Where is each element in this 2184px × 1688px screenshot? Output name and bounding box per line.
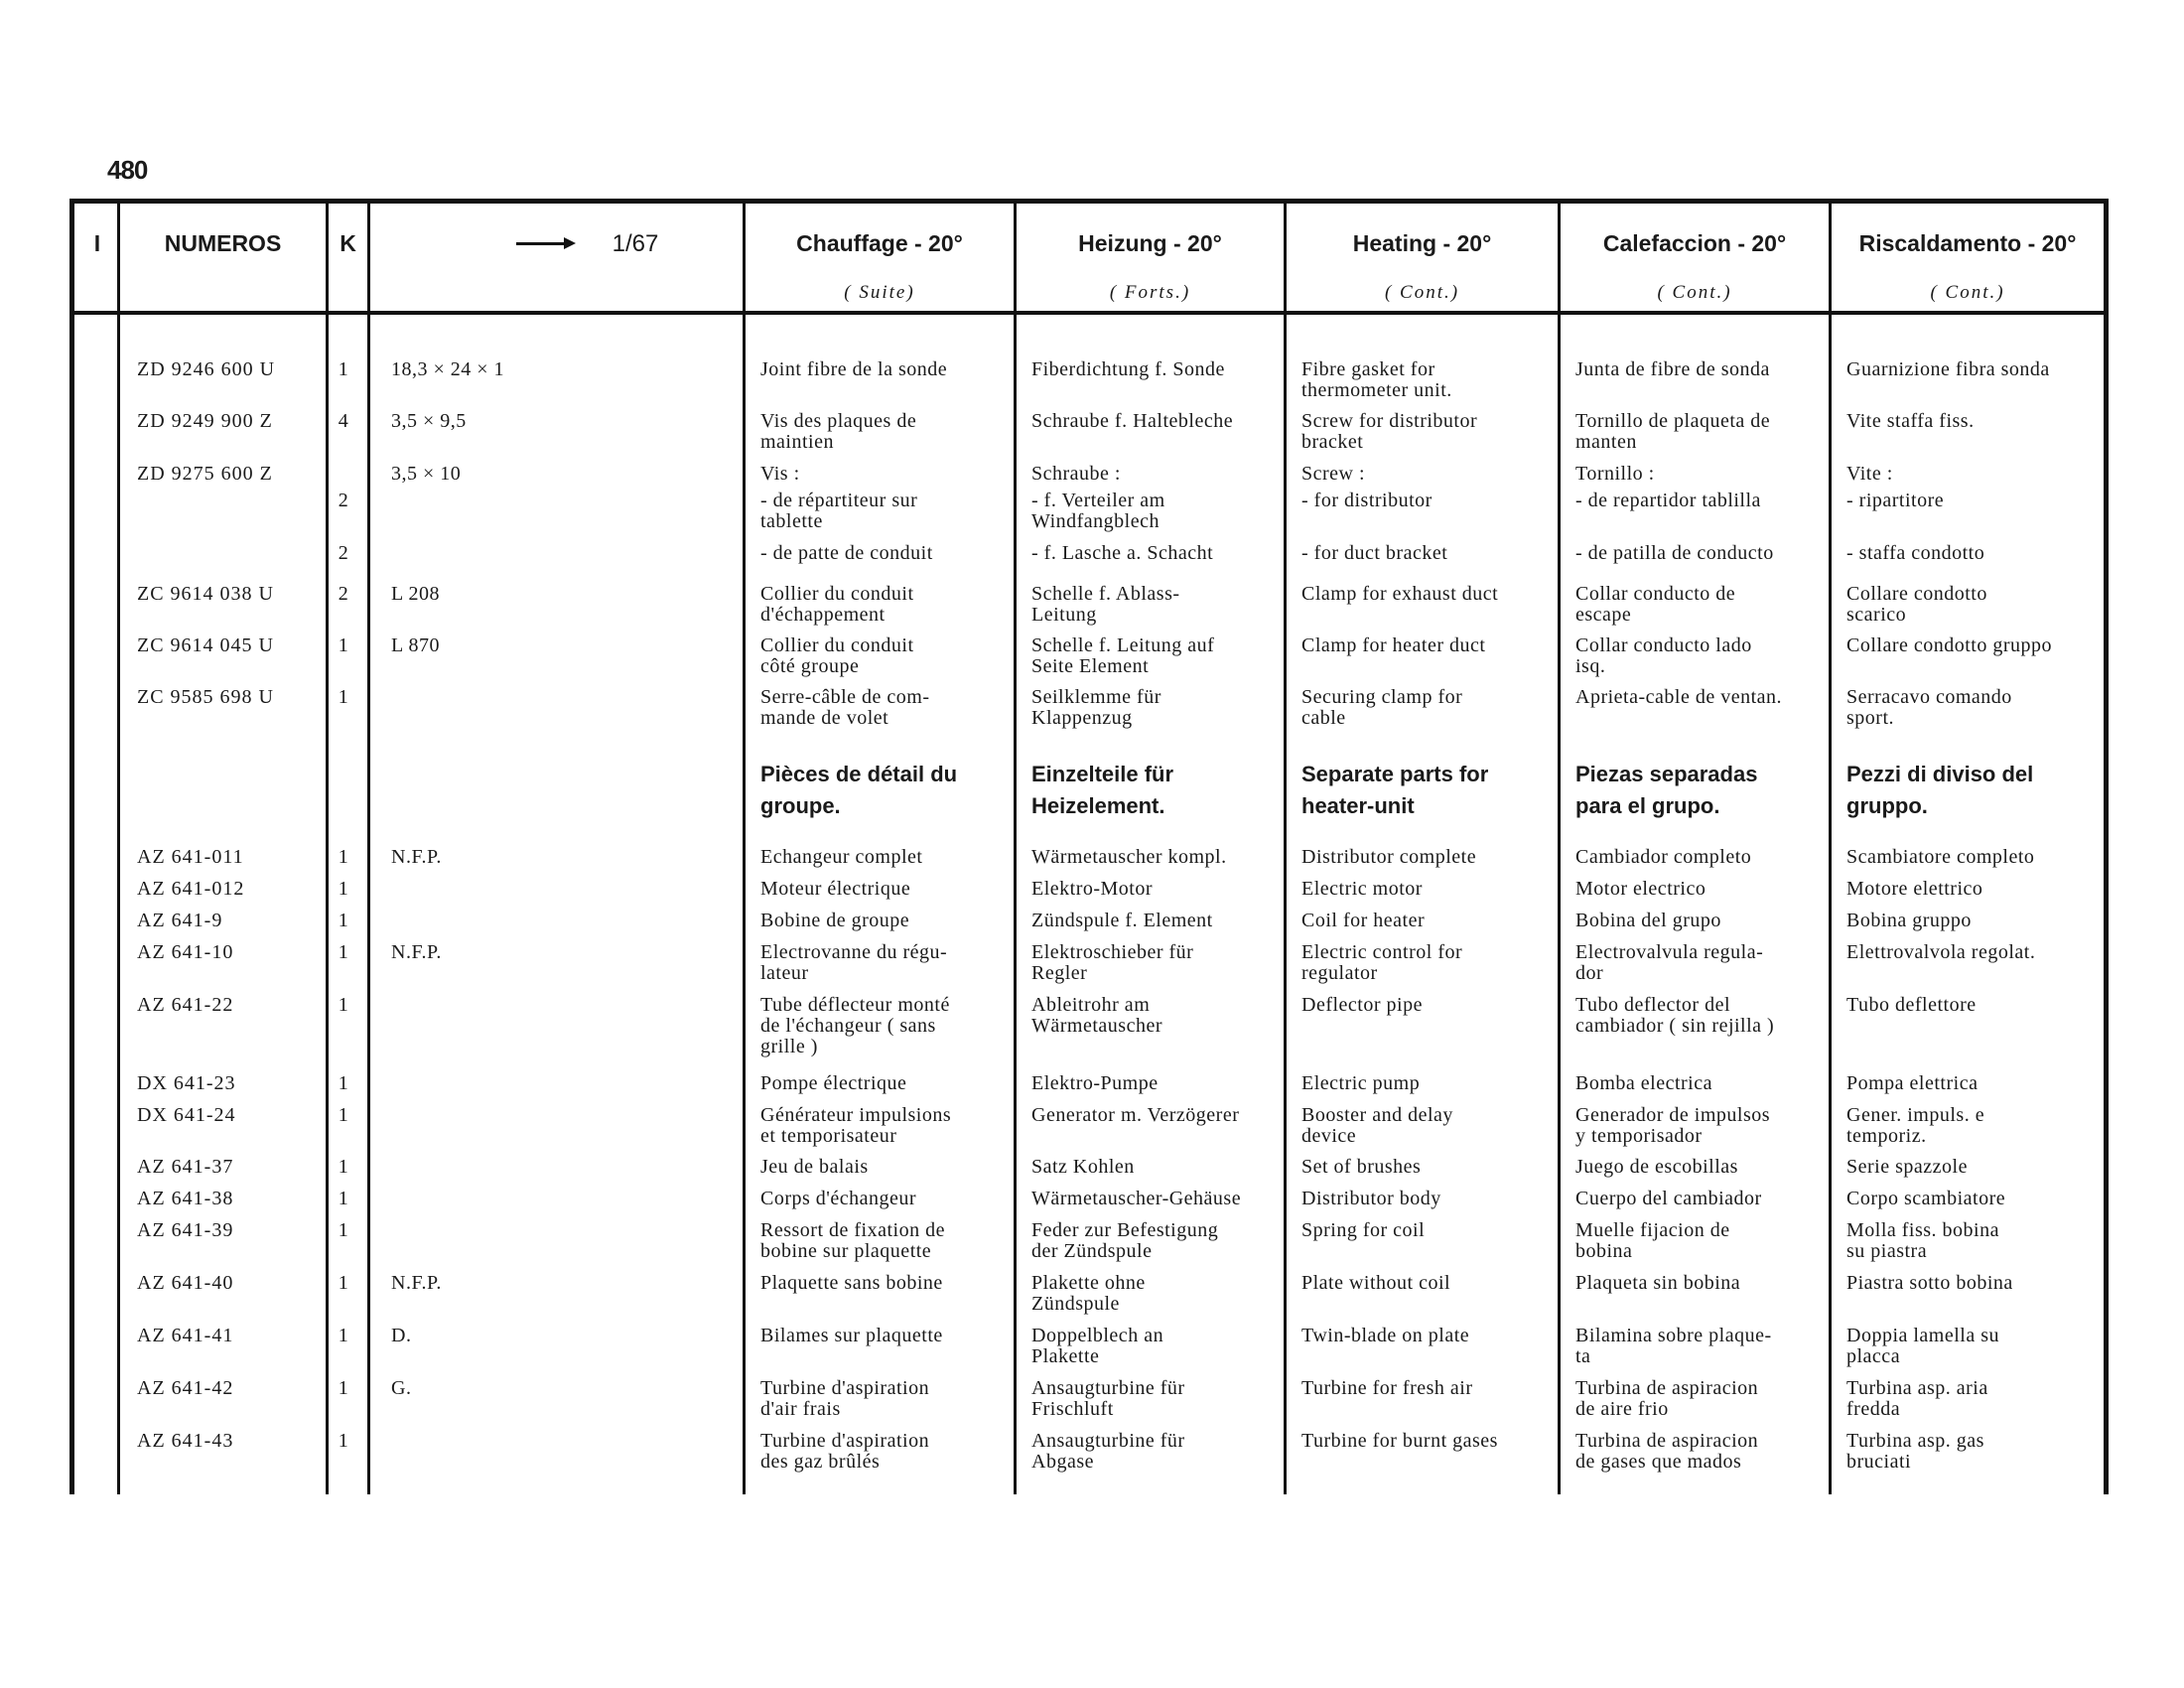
desc-es: Tornillo de plaqueta de manten — [1575, 410, 1771, 453]
desc-it: Piastra sotto bobina — [1846, 1272, 2013, 1294]
header-col-i: I — [93, 230, 101, 256]
desc-en: Turbine for burnt gases — [1301, 1430, 1498, 1452]
part-number: ZC 9614 045 U — [137, 634, 274, 656]
dimension: L 208 — [391, 583, 440, 605]
desc-en: Turbine for fresh air — [1301, 1377, 1473, 1399]
quantity: 1 — [338, 1430, 349, 1452]
part-number: ZC 9614 038 U — [137, 583, 274, 605]
desc-de: - f. Lasche a. Schacht — [1031, 542, 1214, 564]
desc-es: Turbina de aspiracion de gases que mados — [1575, 1430, 1759, 1473]
header-lang-fr: Chauffage - 20° — [796, 230, 963, 256]
section-title-fr: Pièces de détail du groupe. — [760, 762, 958, 818]
quantity: 1 — [338, 1219, 349, 1241]
desc-es: - de repartidor tablilla — [1575, 490, 1761, 511]
desc-it: Collare condotto gruppo — [1846, 634, 2053, 656]
part-number: AZ 641-012 — [137, 878, 245, 900]
desc-es: Tubo deflector del cambiador ( sin rejilla ) — [1575, 994, 1775, 1037]
desc-de: Ansaugturbine für Abgase — [1031, 1430, 1185, 1473]
desc-fr: Plaquette sans bobine — [760, 1272, 943, 1294]
desc-es: Collar conducto lado isq. — [1575, 634, 1752, 677]
column-divider — [117, 199, 120, 1494]
part-number: DX 641-23 — [137, 1072, 236, 1094]
desc-fr: Corps d'échangeur — [760, 1188, 917, 1209]
desc-fr: Turbine d'aspiration d'air frais — [760, 1377, 930, 1420]
column-divider — [1829, 199, 1832, 1494]
header-col-numeros: NUMEROS — [164, 230, 282, 256]
desc-en: Spring for coil — [1301, 1219, 1426, 1241]
desc-en: Plate without coil — [1301, 1272, 1451, 1294]
desc-de: Schelle f. Leitung auf Seite Element — [1031, 634, 1215, 677]
desc-es: Motor electrico — [1575, 878, 1706, 900]
part-number: AZ 641-43 — [137, 1430, 234, 1452]
desc-fr: Moteur électrique — [760, 878, 911, 900]
part-number: AZ 641-42 — [137, 1377, 234, 1399]
part-number: ZC 9585 698 U — [137, 686, 274, 708]
header-col-k: K — [340, 230, 356, 256]
desc-de: Elektro-Motor — [1031, 878, 1154, 900]
part-number: ZD 9275 600 Z — [137, 463, 273, 485]
desc-it: Vite : — [1846, 463, 1893, 485]
desc-fr: - de répartiteur sur tablette — [760, 490, 918, 532]
header-divider — [69, 311, 2109, 315]
desc-de: Seilklemme für Klappenzug — [1031, 686, 1161, 729]
desc-en: Clamp for heater duct — [1301, 634, 1486, 656]
desc-fr: Bilames sur plaquette — [760, 1325, 943, 1346]
desc-fr: Turbine d'aspiration des gaz brûlés — [760, 1430, 930, 1473]
quantity: 1 — [338, 1188, 349, 1209]
desc-en: Fibre gasket for thermometer unit. — [1301, 358, 1452, 401]
quantity: 2 — [338, 490, 349, 511]
page-number: 480 — [107, 155, 148, 185]
quantity: 1 — [338, 686, 349, 708]
desc-it: Turbina asp. gas bruciati — [1846, 1430, 1984, 1473]
dimension: G. — [391, 1377, 412, 1399]
desc-de: Wärmetauscher kompl. — [1031, 846, 1227, 868]
desc-it: Vite staffa fiss. — [1846, 410, 1975, 432]
header-sub-fr: ( Suite) — [844, 282, 915, 303]
desc-it: Motore elettrico — [1846, 878, 1983, 900]
desc-es: Turbina de aspiracion de aire frio — [1575, 1377, 1759, 1420]
part-number: AZ 641-41 — [137, 1325, 234, 1346]
desc-fr: Vis des plaques de maintien — [760, 410, 917, 453]
quantity: 1 — [338, 846, 349, 868]
dimension: 3,5 × 9,5 — [391, 410, 467, 432]
dimension: 3,5 × 10 — [391, 463, 462, 485]
section-title-en: Separate parts for heater-unit — [1301, 762, 1489, 818]
dimension: D. — [391, 1325, 412, 1346]
desc-fr: Collier du conduit d'échappement — [760, 583, 914, 626]
desc-it: Turbina asp. aria fredda — [1846, 1377, 1988, 1420]
desc-es: Bomba electrica — [1575, 1072, 1712, 1094]
header-lang-en: Heating - 20° — [1352, 230, 1492, 256]
desc-it: - staffa condotto — [1846, 542, 1985, 564]
desc-fr: Bobine de groupe — [760, 910, 910, 931]
desc-fr: Collier du conduit côté groupe — [760, 634, 914, 677]
part-number: DX 641-24 — [137, 1104, 236, 1126]
desc-es: Generador de impulsos y temporisador — [1575, 1104, 1771, 1147]
part-number: AZ 641-10 — [137, 941, 234, 963]
dimension: 18,3 × 24 × 1 — [391, 358, 505, 380]
desc-fr: - de patte de conduit — [760, 542, 933, 564]
quantity: 1 — [338, 878, 349, 900]
desc-it: Tubo deflettore — [1846, 994, 1977, 1016]
part-number: AZ 641-37 — [137, 1156, 234, 1178]
quantity: 1 — [338, 994, 349, 1016]
table-right-border — [2104, 199, 2109, 1494]
desc-it: - ripartitore — [1846, 490, 1945, 511]
desc-fr: Pompe électrique — [760, 1072, 907, 1094]
header-sub-it: ( Cont.) — [1930, 282, 2005, 303]
dimension: N.F.P. — [391, 846, 442, 868]
desc-fr: Vis : — [760, 463, 800, 485]
desc-it: Serracavo comando sport. — [1846, 686, 2012, 729]
desc-en: Screw : — [1301, 463, 1366, 485]
desc-es: Cambiador completo — [1575, 846, 1752, 868]
quantity: 1 — [338, 634, 349, 656]
desc-fr: Electrovanne du régu- lateur — [760, 941, 948, 984]
desc-fr: Générateur impulsions et temporisateur — [760, 1104, 952, 1147]
column-divider — [1284, 199, 1287, 1494]
desc-de: Fiberdichtung f. Sonde — [1031, 358, 1225, 380]
desc-fr: Jeu de balais — [760, 1156, 869, 1178]
desc-en: Coil for heater — [1301, 910, 1426, 931]
column-divider — [326, 199, 329, 1494]
desc-de: Feder zur Befestigung der Zündspule — [1031, 1219, 1219, 1262]
desc-it: Pompa elettrica — [1846, 1072, 1979, 1094]
quantity: 1 — [338, 1104, 349, 1126]
desc-de: Elektro-Pumpe — [1031, 1072, 1159, 1094]
quantity: 1 — [338, 1272, 349, 1294]
header-lang-it: Riscaldamento - 20° — [1858, 230, 2077, 256]
desc-de: Schelle f. Ablass- Leitung — [1031, 583, 1180, 626]
desc-it: Doppia lamella su placca — [1846, 1325, 2000, 1367]
desc-en: Electric pump — [1301, 1072, 1421, 1094]
desc-de: Satz Kohlen — [1031, 1156, 1135, 1178]
desc-es: Plaqueta sin bobina — [1575, 1272, 1741, 1294]
part-number: AZ 641-38 — [137, 1188, 234, 1209]
desc-it: Collare condotto scarico — [1846, 583, 1987, 626]
desc-it: Bobina gruppo — [1846, 910, 1972, 931]
desc-en: Distributor body — [1301, 1188, 1441, 1209]
desc-es: - de patilla de conducto — [1575, 542, 1774, 564]
desc-de: Zündspule f. Element — [1031, 910, 1213, 931]
header-sub-de: ( Forts.) — [1109, 282, 1191, 303]
desc-it: Guarnizione fibra sonda — [1846, 358, 2050, 380]
desc-fr: Ressort de fixation de bobine sur plaquette — [760, 1219, 945, 1262]
quantity: 1 — [338, 1156, 349, 1178]
column-divider — [743, 199, 746, 1494]
desc-de: Ansaugturbine für Frischluft — [1031, 1377, 1185, 1420]
desc-es: Juego de escobillas — [1575, 1156, 1738, 1178]
quantity: 1 — [338, 358, 349, 380]
quantity: 4 — [338, 410, 349, 432]
desc-it: Gener. impuls. e temporiz. — [1846, 1104, 1985, 1147]
header-sub-en: ( Cont.) — [1384, 282, 1460, 303]
desc-fr: Joint fibre de la sonde — [760, 358, 948, 380]
quantity: 2 — [338, 542, 349, 564]
section-title-de: Einzelteile für Heizelement. — [1031, 762, 1174, 818]
column-divider — [1558, 199, 1561, 1494]
part-number: ZD 9246 600 U — [137, 358, 276, 380]
section-title-es: Piezas separadas para el grupo. — [1575, 762, 1758, 818]
desc-es: Aprieta-cable de ventan. — [1575, 686, 1783, 708]
desc-es: Muelle fijacion de bobina — [1575, 1219, 1730, 1262]
desc-es: Bobina del grupo — [1575, 910, 1721, 931]
desc-en: Screw for distributor bracket — [1301, 410, 1478, 453]
dimension: N.F.P. — [391, 941, 442, 963]
desc-en: Set of brushes — [1301, 1156, 1422, 1178]
desc-es: Electrovalvula regula- dor — [1575, 941, 1764, 984]
desc-fr: Echangeur complet — [760, 846, 923, 868]
column-divider — [367, 199, 370, 1494]
desc-de: Schraube : — [1031, 463, 1121, 485]
desc-es: Tornillo : — [1575, 463, 1655, 485]
desc-fr: Serre-câble de com- mande de volet — [760, 686, 930, 729]
desc-it: Scambiatore completo — [1846, 846, 2035, 868]
desc-de: Ableitrohr am Wärmetauscher — [1031, 994, 1162, 1037]
dimension: N.F.P. — [391, 1272, 442, 1294]
table-top-border — [69, 199, 2109, 204]
desc-de: - f. Verteiler am Windfangblech — [1031, 490, 1165, 532]
part-number: ZD 9249 900 Z — [137, 410, 273, 432]
desc-es: Collar conducto de escape — [1575, 583, 1736, 626]
header-lang-es: Calefaccion - 20° — [1602, 230, 1787, 256]
quantity: 1 — [338, 1325, 349, 1346]
quantity: 1 — [338, 1072, 349, 1094]
table-left-border — [69, 199, 74, 1494]
section-title-it: Pezzi di diviso del gruppo. — [1846, 762, 2034, 818]
quantity: 1 — [338, 910, 349, 931]
desc-it: Elettrovalvola regolat. — [1846, 941, 2036, 963]
desc-de: Generator m. Verzögerer — [1031, 1104, 1240, 1126]
desc-it: Molla fiss. bobina su piastra — [1846, 1219, 1999, 1262]
quantity: 2 — [338, 583, 349, 605]
desc-de: Doppelblech an Plakette — [1031, 1325, 1164, 1367]
desc-en: - for distributor — [1301, 490, 1433, 511]
part-number: AZ 641-39 — [137, 1219, 234, 1241]
desc-de: Schraube f. Haltebleche — [1031, 410, 1234, 432]
header-lang-de: Heizung - 20° — [1078, 230, 1222, 256]
desc-en: Booster and delay device — [1301, 1104, 1453, 1147]
desc-es: Cuerpo del cambiador — [1575, 1188, 1762, 1209]
desc-fr: Tube déflecteur monté de l'échangeur ( sans grille ) — [760, 994, 950, 1057]
part-number: AZ 641-011 — [137, 846, 244, 868]
desc-en: Twin-blade on plate — [1301, 1325, 1470, 1346]
desc-it: Corpo scambiatore — [1846, 1188, 2006, 1209]
desc-en: - for duct bracket — [1301, 542, 1448, 564]
quantity: 1 — [338, 941, 349, 963]
part-number: AZ 641-9 — [137, 910, 223, 931]
arrow-icon — [516, 242, 566, 245]
desc-en: Distributor complete — [1301, 846, 1477, 868]
desc-es: Junta de fibre de sonda — [1575, 358, 1770, 380]
part-number: AZ 641-22 — [137, 994, 234, 1016]
desc-de: Elektroschieber für Regler — [1031, 941, 1194, 984]
column-divider — [1014, 199, 1017, 1494]
desc-en: Clamp for exhaust duct — [1301, 583, 1499, 605]
desc-en: Securing clamp for cable — [1301, 686, 1463, 729]
desc-it: Serie spazzole — [1846, 1156, 1968, 1178]
quantity: 1 — [338, 1377, 349, 1399]
desc-de: Wärmetauscher-Gehäuse — [1031, 1188, 1242, 1209]
header-sub-es: ( Cont.) — [1657, 282, 1732, 303]
header-col-ref: 1/67 — [612, 230, 659, 257]
desc-es: Bilamina sobre plaque- ta — [1575, 1325, 1772, 1367]
desc-en: Electric control for regulator — [1301, 941, 1463, 984]
desc-en: Electric motor — [1301, 878, 1423, 900]
desc-de: Plakette ohne Zündspule — [1031, 1272, 1146, 1315]
dimension: L 870 — [391, 634, 440, 656]
part-number: AZ 641-40 — [137, 1272, 234, 1294]
desc-en: Deflector pipe — [1301, 994, 1423, 1016]
